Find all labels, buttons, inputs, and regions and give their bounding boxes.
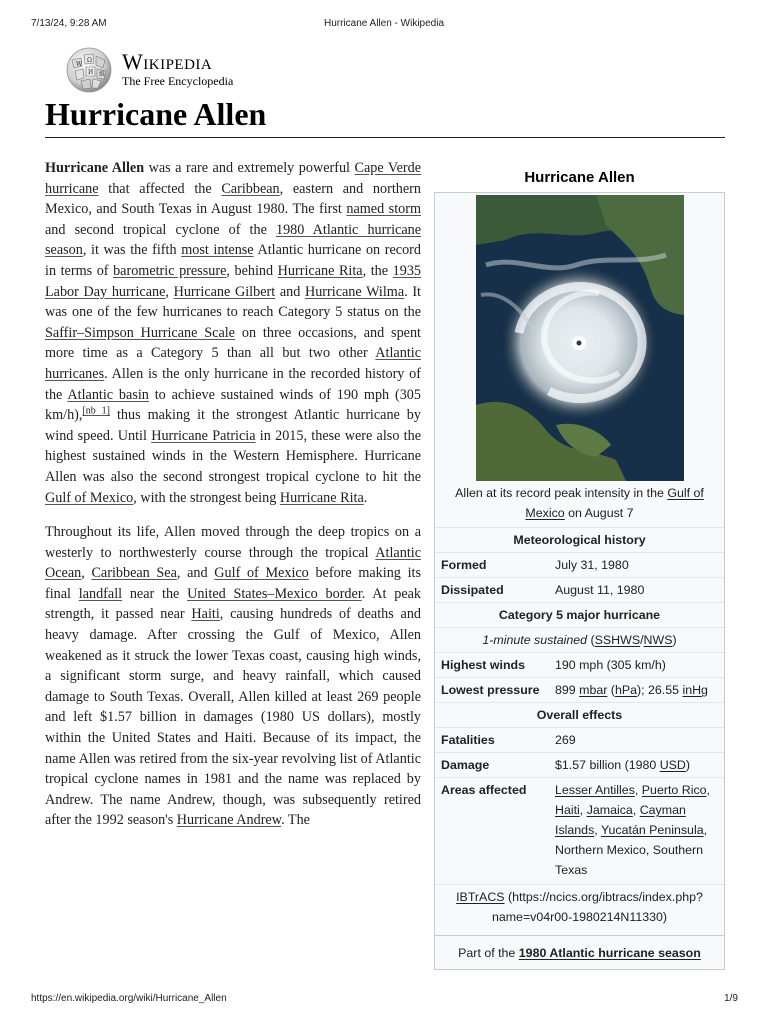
link[interactable]: Atlantic hurricanes bbox=[45, 345, 421, 382]
text-run: (https://ncics.org/ibtracs/index.php?name=v04r00-1980214N11330) bbox=[491, 890, 703, 924]
infobox-image-caption bbox=[435, 481, 724, 527]
text-run: ) bbox=[685, 758, 691, 772]
link[interactable]: Puerto Rico bbox=[641, 783, 707, 797]
link[interactable]: Saffir–Simpson Hurricane Scale bbox=[45, 324, 235, 341]
link[interactable]: mbar bbox=[579, 683, 608, 697]
text-run: , the bbox=[362, 262, 393, 279]
print-datetime: 7/13/24, 9:28 AM bbox=[31, 18, 107, 29]
link[interactable]: hPa bbox=[614, 683, 637, 697]
text-run: was a rare and extremely powerful bbox=[144, 160, 355, 176]
text-run: / bbox=[640, 633, 644, 647]
infobox-row-areas-affected bbox=[435, 777, 724, 884]
infobox-row-highest-winds bbox=[435, 652, 724, 677]
text-run: , and bbox=[176, 565, 215, 582]
infobox-section-meteorological: Meteorological history bbox=[435, 527, 724, 552]
link[interactable]: landfall bbox=[78, 585, 123, 602]
infobox-value bbox=[549, 678, 724, 702]
infobox-row-fatalities bbox=[435, 727, 724, 752]
text-run: 1-minute sustained bbox=[482, 633, 588, 647]
infobox-value bbox=[549, 778, 724, 884]
hurricane-satellite-image[interactable] bbox=[476, 195, 684, 481]
infobox-label: Lowest pressure bbox=[441, 683, 540, 697]
print-footer bbox=[0, 993, 768, 1007]
link[interactable]: Hurricane Rita bbox=[279, 489, 364, 506]
link[interactable]: SSHWS bbox=[594, 633, 641, 647]
link[interactable]: Hurricane Gilbert bbox=[173, 283, 276, 300]
link[interactable]: IBTrACS bbox=[456, 890, 505, 904]
text-run: near the bbox=[122, 585, 188, 602]
text-run: , with the strongest being bbox=[133, 489, 280, 506]
infobox-row-lowest-pressure bbox=[435, 677, 724, 702]
infobox-label: Fatalities bbox=[441, 733, 495, 747]
wikipedia-tagline: The Free Encyclopedia bbox=[122, 74, 234, 88]
infobox-label: Highest winds bbox=[441, 658, 525, 672]
wikipedia-wordmark[interactable] bbox=[122, 50, 233, 88]
text-run: on August 7 bbox=[564, 506, 634, 520]
text-run: , bbox=[81, 565, 92, 582]
link[interactable]: Gulf of Mexico bbox=[525, 486, 704, 520]
text-run: . bbox=[363, 489, 368, 506]
infobox-value: July 31, 1980 bbox=[555, 558, 629, 572]
link[interactable]: [nb 1] bbox=[82, 405, 111, 417]
infobox-ibtracs bbox=[435, 884, 724, 935]
infobox-row-dissipated bbox=[435, 577, 724, 602]
infobox-value: 269 bbox=[555, 733, 576, 747]
link[interactable]: barometric pressure bbox=[113, 262, 227, 279]
link[interactable]: Atlantic basin bbox=[67, 386, 149, 403]
page-title: Hurricane Allen bbox=[45, 94, 725, 138]
text-run: ) bbox=[672, 633, 677, 647]
print-page-title: Hurricane Allen - Wikipedia bbox=[323, 18, 445, 29]
text-run: on three occasions, and spent more time as a Category 5 than all but two other bbox=[45, 324, 421, 362]
text-run: , bbox=[634, 783, 642, 797]
text-run: , it was the fifth bbox=[82, 242, 182, 259]
infobox-value: August 11, 1980 bbox=[555, 583, 645, 597]
infobox-table bbox=[434, 192, 725, 970]
text-run: Atlantic hurricane on record in terms of bbox=[45, 242, 421, 279]
wikipedia-globe-icon[interactable] bbox=[63, 46, 115, 94]
text-run: ); 26.55 bbox=[636, 683, 683, 697]
link[interactable]: Haiti bbox=[191, 606, 220, 623]
infobox-footer bbox=[435, 935, 724, 969]
infobox-row-formed bbox=[435, 552, 724, 577]
infobox-row-damage bbox=[435, 752, 724, 777]
infobox-section-category: Category 5 major hurricane bbox=[435, 602, 724, 627]
link[interactable]: most intense bbox=[181, 242, 254, 259]
link[interactable]: Haiti bbox=[555, 803, 580, 817]
text-run: . The bbox=[281, 812, 310, 829]
text-run: Hurricane Allen bbox=[45, 160, 145, 176]
infobox-value: 190 mph (305 km/h) bbox=[555, 658, 666, 672]
text-run: Allen at its record peak intensity in the bbox=[455, 486, 668, 500]
text-run: that affected the bbox=[98, 180, 222, 197]
text-run: , bbox=[632, 803, 640, 817]
svg-text:維: 維 bbox=[99, 71, 106, 78]
text-run: thus making it the strongest Atlantic hurricane by wind speed. Until bbox=[45, 407, 421, 444]
text-run: $1.57 billion (1980 bbox=[555, 758, 660, 772]
text-run: , eastern and northern Mexico, and South Texas in August 1980. The first bbox=[45, 180, 421, 218]
text-run: . At peak strength, it passed near bbox=[45, 585, 422, 623]
link[interactable]: Jamaica bbox=[586, 803, 633, 817]
svg-text:Ω: Ω bbox=[87, 57, 92, 64]
link[interactable]: Yucatán Peninsula bbox=[600, 823, 704, 837]
link[interactable]: Hurricane Patricia bbox=[151, 427, 256, 444]
infobox-label: Dissipated bbox=[441, 583, 504, 597]
text-run: to achieve sustained winds of 190 mph (305 km/h), bbox=[45, 386, 421, 424]
text-run: . Allen is the only hurricane in the recorded history of the bbox=[45, 365, 421, 403]
infobox-title: Hurricane Allen bbox=[524, 169, 635, 186]
text-run: in 2015, these were also the highest sustained winds in the Western Hemisphere. Hurricane Allen was also the second strongest tropical cyclone to hit the bbox=[45, 427, 422, 485]
link[interactable]: USD bbox=[659, 758, 686, 772]
link[interactable]: Hurricane Andrew bbox=[176, 812, 282, 829]
link[interactable]: Hurricane Rita bbox=[277, 262, 363, 279]
link[interactable]: Gulf of Mexico bbox=[45, 489, 134, 506]
infobox-label: Damage bbox=[441, 758, 490, 772]
text-run: . It was one of the few hurricanes to reach Category 5 status on the bbox=[45, 283, 421, 321]
wikipedia-name: Wikipedia bbox=[122, 49, 213, 74]
infobox-sustained-note bbox=[435, 627, 724, 652]
text-run: , causing hundreds of deaths and heavy damage. After crossing the Gulf of Mexico, Allen weakened as it struck the lower Texas coast, causing high winds, a significant storm surge, and heavy rainfall, which caused damage to South Texas. Overall, Allen killed at least 269 people and left $1.57 billion in damages (1980 US dollars), mostly within the United States and Haiti. Because of its impact, the name Allen was retired from the six-year revolving list of Atlantic tropical cyclone names in 1981 and the name was replaced by Andrew. The name Andrew, though, was subsequently retired after the 1992 season's bbox=[45, 606, 422, 829]
text-run: Part of the bbox=[458, 946, 519, 960]
svg-text:W: W bbox=[76, 61, 83, 68]
link[interactable]: 1980 Atlantic hurricane season bbox=[45, 221, 422, 259]
text-run: , bbox=[594, 823, 601, 837]
infobox-value bbox=[549, 753, 724, 777]
link[interactable]: Lesser Antilles bbox=[555, 783, 635, 797]
print-page-number: 1/9 bbox=[724, 993, 738, 1004]
text-run: , bbox=[165, 283, 174, 300]
link[interactable]: Caribbean bbox=[221, 180, 280, 197]
text-run: ( bbox=[607, 683, 615, 697]
link[interactable]: Caribbean Sea bbox=[91, 565, 177, 582]
article-body bbox=[45, 158, 421, 845]
text-run: , bbox=[706, 783, 710, 797]
text-run: , Northern Mexico, Southern Texas bbox=[555, 823, 708, 877]
link[interactable]: Gulf of Mexico bbox=[214, 565, 309, 582]
link[interactable]: Atlantic Ocean bbox=[45, 544, 421, 582]
text-run: 899 bbox=[555, 683, 580, 697]
text-run: ( bbox=[587, 633, 595, 647]
text-run: before making its final bbox=[45, 565, 421, 602]
link[interactable]: NWS bbox=[643, 633, 673, 647]
link[interactable]: 1980 Atlantic hurricane season bbox=[518, 946, 701, 960]
link[interactable]: named storm bbox=[346, 201, 421, 218]
text-run: , bbox=[579, 803, 587, 817]
infobox bbox=[434, 164, 725, 970]
text-run: and second tropical cyclone of the bbox=[45, 221, 276, 238]
link[interactable]: inHg bbox=[682, 683, 708, 697]
text-run: , behind bbox=[226, 262, 278, 279]
link[interactable]: Cape Verde hurricane bbox=[45, 160, 422, 197]
infobox-section-effects: Overall effects bbox=[435, 702, 724, 727]
svg-text:И: И bbox=[88, 69, 94, 76]
print-url: https://en.wikipedia.org/wiki/Hurricane_Allen bbox=[31, 993, 227, 1004]
infobox-label: Areas affected bbox=[441, 783, 527, 797]
link[interactable]: Cayman Islands bbox=[555, 803, 686, 837]
text-run: and bbox=[275, 283, 305, 300]
infobox-label: Formed bbox=[441, 558, 487, 572]
article-paragraph-2 bbox=[45, 522, 421, 831]
link[interactable]: Hurricane Wilma bbox=[304, 283, 405, 300]
link[interactable]: 1935 Labor Day hurricane bbox=[45, 262, 421, 300]
article-paragraph-1 bbox=[45, 158, 421, 508]
link[interactable]: United States–Mexico border bbox=[187, 585, 362, 602]
print-header bbox=[0, 18, 768, 32]
text-run: Throughout its life, Allen moved through the deep tropics on a westerly to northwesterly course through the tropical bbox=[45, 524, 421, 561]
